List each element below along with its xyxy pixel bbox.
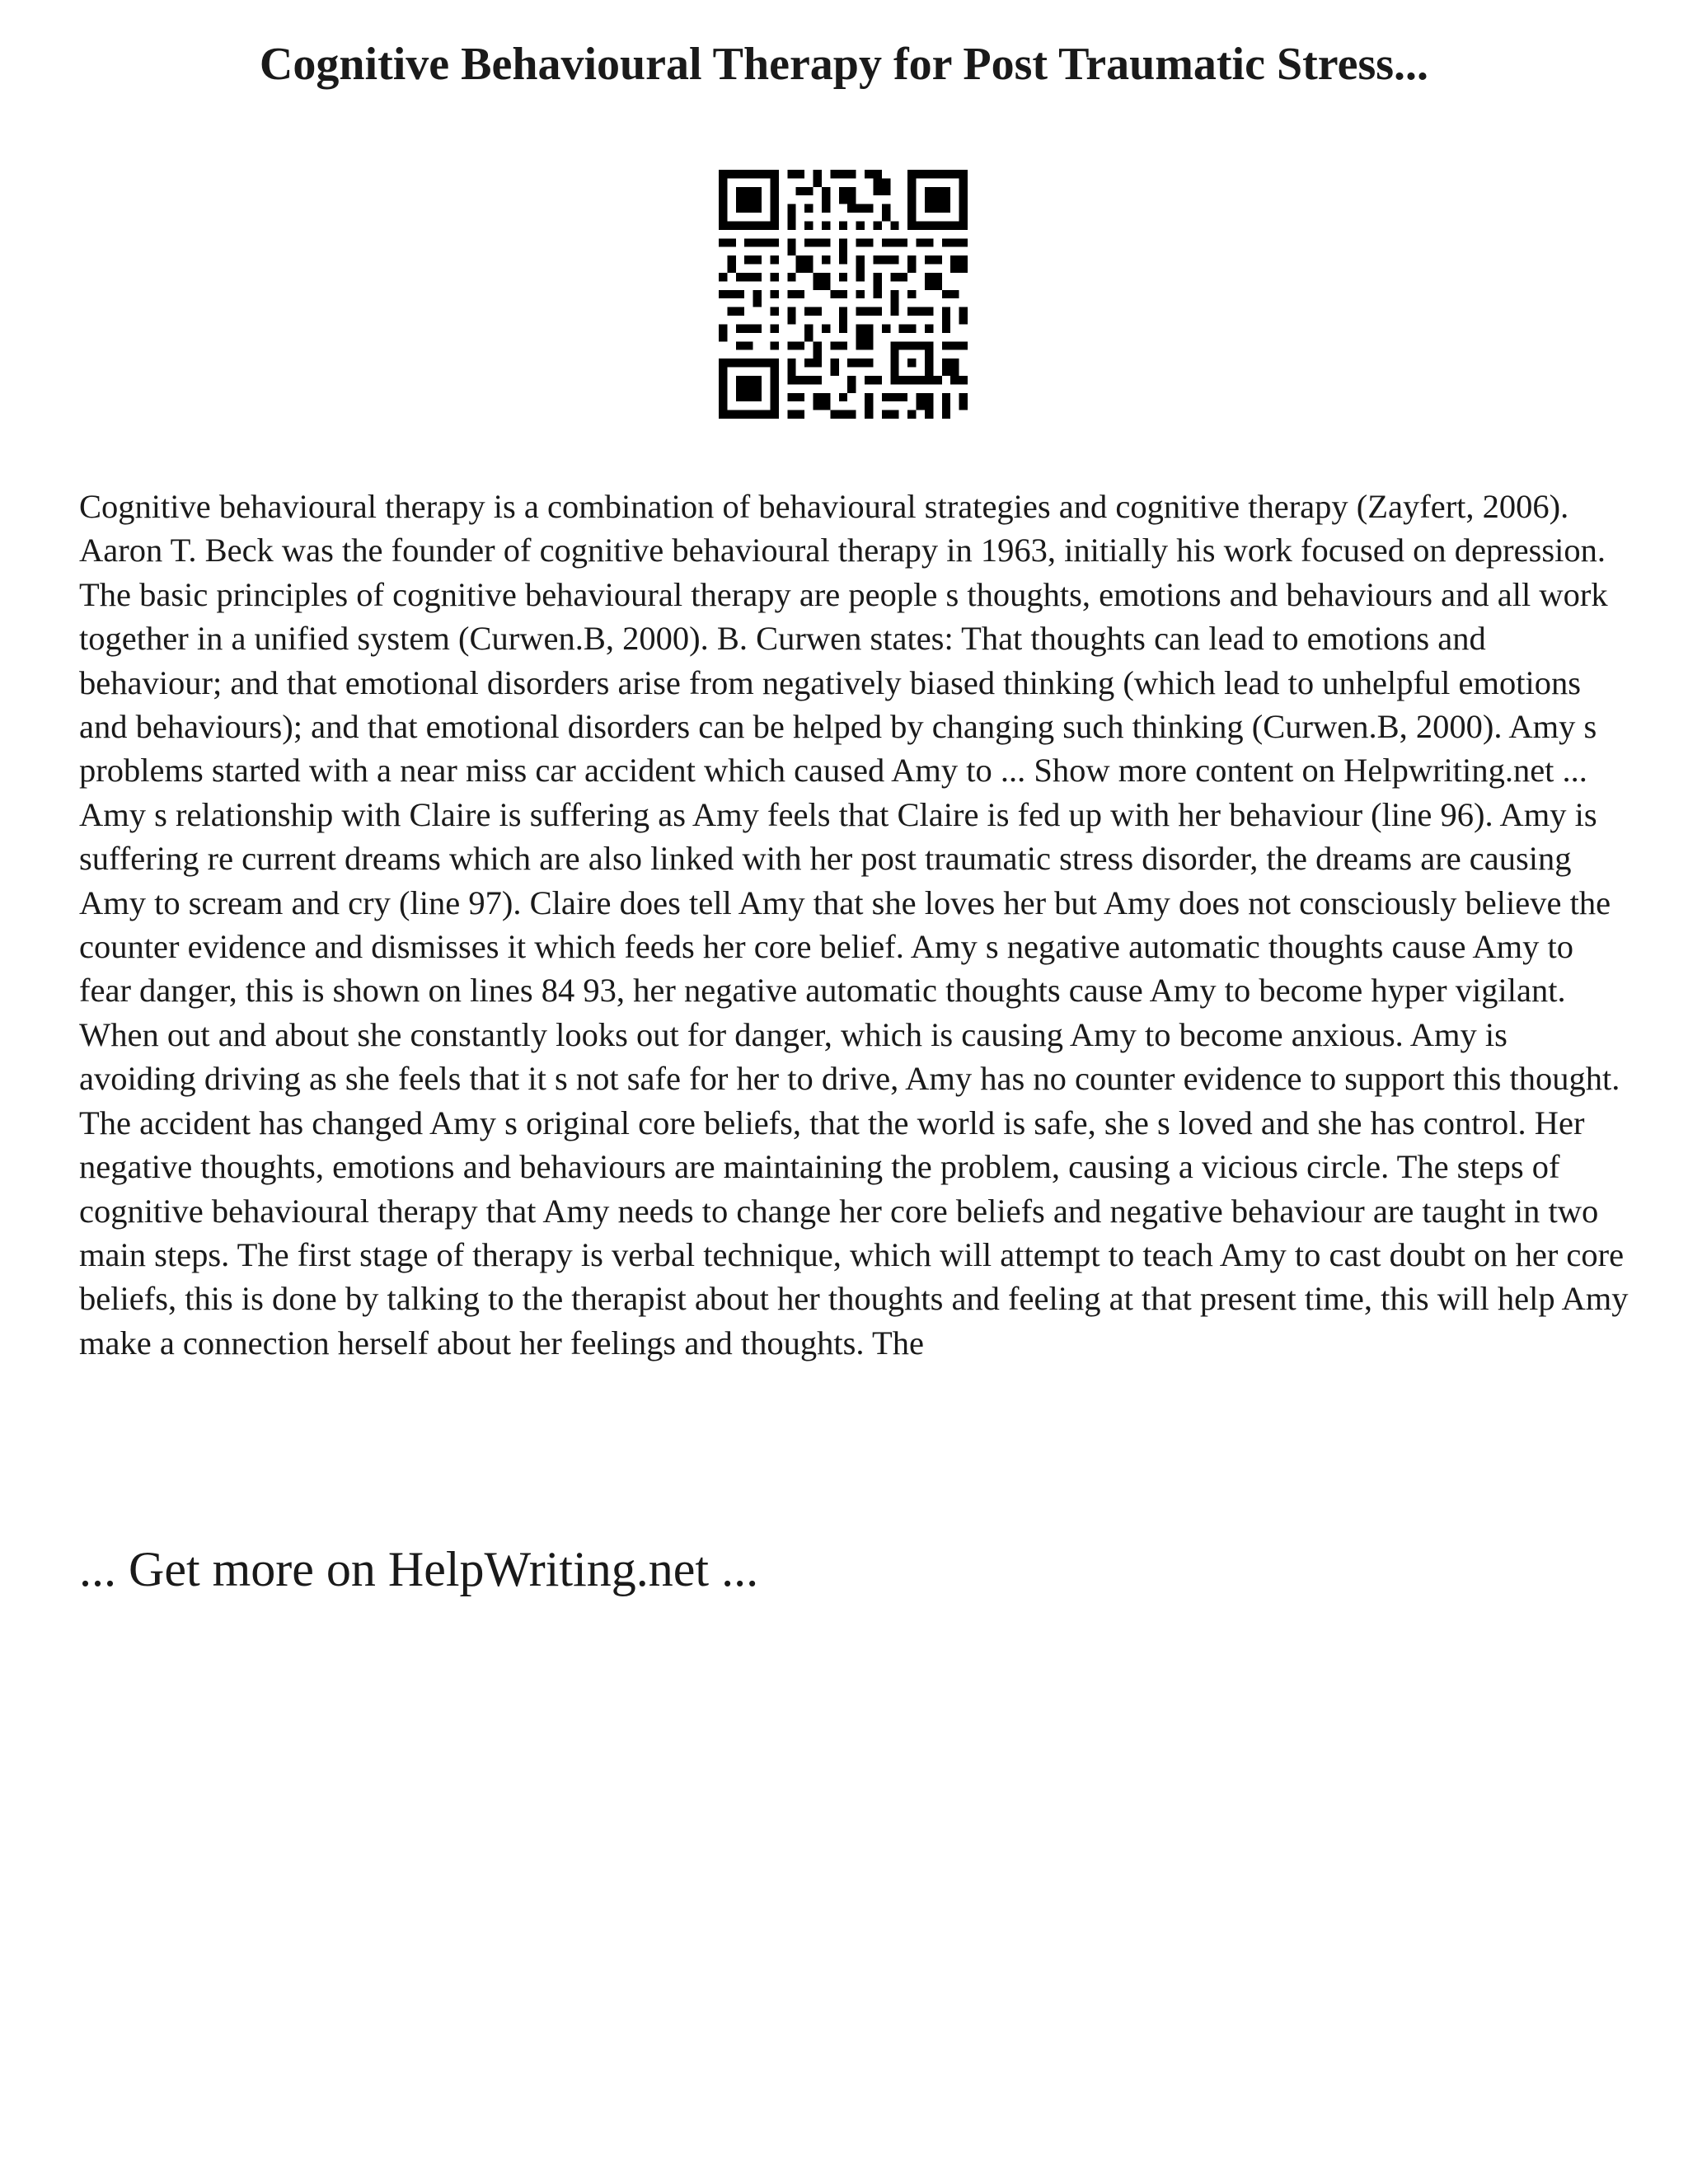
article-body: [79, 485, 1629, 1365]
page-title: Cognitive Behavioural Therapy for Post Traumatic Stress...: [259, 39, 1429, 90]
qr-code-graphic: [719, 170, 968, 419]
get-more-link[interactable]: ... Get more on HelpWriting.net ...: [79, 1542, 759, 1596]
qr-code-icon[interactable]: [719, 170, 968, 419]
paragraph-intro: Cognitive behavioural therapy is a combination of behavioural strategies and cognitive therapy (Zayfert, 2006). Aaron T. Beck was the founder of cognitive behavioural therapy in 1963, initially his work focused on depression. The basic principles of cognitive behavioural therapy are people s thoughts, emotions and behaviours and all work together in a unified system (Curwen.B, 2000). B. Curwen states: That thoughts can lead to emotions and behaviour; and that emotional disorders arise from negatively biased thinking (which lead to unhelpful emotions and behaviours); and that emotional disorders can be helped by changing such thinking (Curwen.B, 2000). Amy s problems started with a near miss car accident which caused Amy to ... Show more content on Helpwriting.net ...: [79, 488, 1608, 790]
paragraph-case-study: Amy s relationship with Claire is suffering as Amy feels that Claire is fed up with her behaviour (line 96). Amy is suffering re current dreams which are also linked with her post traumatic stress disorder, the dreams are causing Amy to scream and cry (line 97). Claire does tell Amy that she loves her but Amy does not consciously believe the counter evidence and dismisses it which feeds her core belief. Amy s negative automatic thoughts cause Amy to fear danger, this is shown on lines 84 93, her negative automatic thoughts cause Amy to become hyper vigilant. When out and about she constantly looks out for danger, which is causing Amy to become anxious. Amy is avoiding driving as she feels that it s not safe for her to drive, Amy has no counter evidence to support this thought. The accident has changed Amy s original core beliefs, that the world is safe, she s loved and she has control. Her negative thoughts, emotions and behaviours are maintaining the problem, causing a vicious circle. The steps of cognitive behavioural therapy that Amy needs to change her core beliefs and negative behaviour are taught in two main steps. The first stage of therapy is verbal technique, which will attempt to teach Amy to cast doubt on her core beliefs, this is done by talking to the therapist about her thoughts and feeling at that present time, this will help Amy make a connection herself about her feelings and thoughts. The: [79, 795, 1629, 1361]
